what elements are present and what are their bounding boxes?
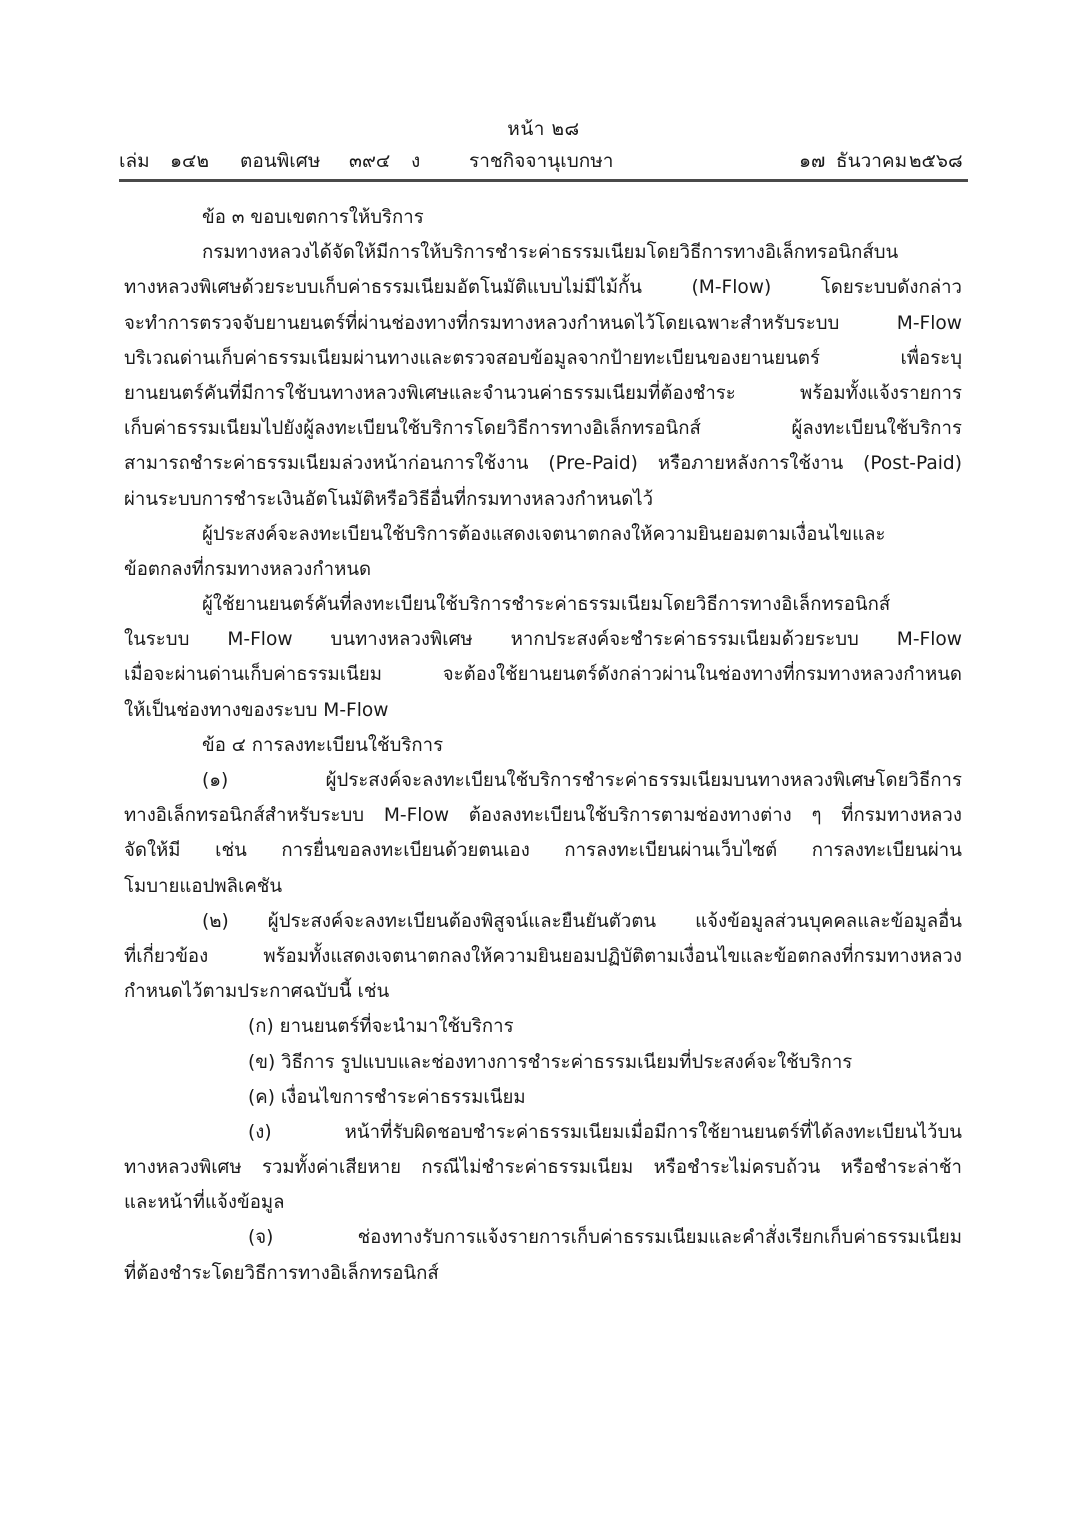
- paragraph-line: บริเวณด่านเก็บค่าธรรมเนียมผ่านทางและตรวจสอบข้อมูลจากป้ายทะเบียนของยานยนตร์ เพื่อระบุ: [124, 347, 962, 369]
- paragraph-line: จะทำการตรวจจับยานยนตร์ที่ผ่านช่องทางที่กรมทางหลวงกำหนดไว้โดยเฉพาะสำหรับระบบ M-Flow: [124, 312, 962, 334]
- paragraph-line: (๑) ผู้ประสงค์จะลงทะเบียนใช้บริการชำระค่าธรรมเนียมบนทางหลวงพิเศษโดยวิธีการ: [202, 770, 962, 791]
- section-label: ตอนพิเศษ: [240, 150, 321, 172]
- header-divider: [119, 179, 968, 182]
- paragraph-line: ทางหลวงพิเศษด้วยระบบเก็บค่าธรรมเนียมอัตโนมัติแบบไม่มีไม้กั้น (M-Flow) โดยระบบดังกล่าว: [124, 277, 962, 299]
- volume-label: เล่ม: [119, 150, 150, 172]
- paragraph-line: ที่ต้องชำระโดยวิธีการทางอิเล็กทรอนิกส์: [124, 1262, 439, 1284]
- paragraph-line: ข้อตกลงที่กรมทางหลวงกำหนด: [124, 558, 372, 580]
- sub-item-line: (ค) เงื่อนไขการชำระค่าธรรมเนียม: [248, 1086, 526, 1108]
- volume-number: ๑๔๒: [170, 150, 209, 172]
- paragraph-line: เก็บค่าธรรมเนียมไปยังผู้ลงทะเบียนใช้บริการโดยวิธีการทางอิเล็กทรอนิกส์ ผู้ลงทะเบียนใช้บริการ: [124, 418, 962, 440]
- paragraph-line: จัดให้มี เช่น การยื่นขอลงทะเบียนด้วยตนเอง การลงทะเบียนผ่านเว็บไซต์ การลงทะเบียนผ่าน: [124, 840, 962, 862]
- clause-3-heading: ข้อ ๓ ขอบเขตการให้บริการ: [202, 207, 424, 228]
- paragraph-line: ยานยนตร์คันที่มีการใช้บนทางหลวงพิเศษและจำนวนค่าธรรมเนียมที่ต้องชำระ พร้อมทั้งแจ้งรายการ: [124, 382, 962, 404]
- sub-item-line: (ข) วิธีการ รูปแบบและช่องทางการชำระค่าธรรมเนียมที่ประสงค์จะใช้บริการ: [248, 1051, 853, 1073]
- paragraph-line: ผู้ประสงค์จะลงทะเบียนใช้บริการต้องแสดงเจตนาตกลงให้ความยินยอมตามเงื่อนไขและ: [202, 523, 886, 545]
- paragraph-line: ผู้ใช้ยานยนตร์คันที่ลงทะเบียนใช้บริการชำระค่าธรรมเนียมโดยวิธีการทางอิเล็กทรอนิกส์: [202, 594, 891, 616]
- gazette-header: [119, 146, 968, 176]
- document-body: [124, 200, 962, 1291]
- paragraph-line: กรมทางหลวงได้จัดให้มีการให้บริการชำระค่าธรรมเนียมโดยวิธีการทางอิเล็กทรอนิกส์บน: [202, 242, 899, 264]
- paragraph-line: ทางอิเล็กทรอนิกส์สำหรับระบบ M-Flow ต้องลงทะเบียนใช้บริการตามช่องทางต่าง ๆ ที่กรมทางหลวง: [124, 805, 962, 827]
- paragraph-line: และหน้าที่แจ้งข้อมูล: [124, 1192, 285, 1214]
- paragraph-line: ผ่านระบบการชำระเงินอัตโนมัติหรือวิธีอื่นที่กรมทางหลวงกำหนดไว้: [124, 488, 654, 510]
- date-day: ๑๗: [799, 150, 826, 172]
- paragraph-line: ให้เป็นช่องทางของระบบ M-Flow: [124, 699, 389, 721]
- paragraph-line: กำหนดไว้ตามประกาศฉบับนี้ เช่น: [124, 981, 390, 1003]
- date-month: ธันวาคม: [836, 150, 908, 172]
- clause-4-heading: ข้อ ๔ การลงทะเบียนใช้บริการ: [202, 734, 444, 756]
- section-letter: ง: [411, 150, 421, 172]
- sub-item-line: (ง) หน้าที่รับผิดชอบชำระค่าธรรมเนียมเมื่อมีการใช้ยานยนตร์ที่ได้ลงทะเบียนไว้บน: [248, 1121, 962, 1143]
- paragraph-line: ในระบบ M-Flow บนทางหลวงพิเศษ หากประสงค์จะชำระค่าธรรมเนียมด้วยระบบ M-Flow: [124, 629, 962, 651]
- paragraph-line: โมบายแอปพลิเคชัน: [124, 875, 283, 897]
- paragraph-line: ที่เกี่ยวข้อง พร้อมทั้งแสดงเจตนาตกลงให้ความยินยอมปฏิบัติตามเงื่อนไขและข้อตกลงที่กรมทางหลวง: [124, 945, 962, 967]
- paragraph-line: เมื่อจะผ่านด่านเก็บค่าธรรมเนียม จะต้องใช้ยานยนตร์ดังกล่าวผ่านในช่องทางที่กรมทางหลวงกำหนด: [124, 664, 962, 686]
- sub-item-line: (จ) ช่องทางรับการแจ้งรายการเก็บค่าธรรมเนียมและคำสั่งเรียกเก็บค่าธรรมเนียม: [248, 1227, 962, 1249]
- sub-item-line: (ก) ยานยนตร์ที่จะนำมาใช้บริการ: [248, 1016, 514, 1038]
- page-number: หน้า ๒๘: [507, 118, 580, 140]
- date-year: ๒๕๖๘: [909, 150, 963, 172]
- section-number: ๓๙๔: [349, 150, 391, 172]
- paragraph-line: ทางหลวงพิเศษ รวมทั้งค่าเสียหาย กรณีไม่ชำระค่าธรรมเนียม หรือชำระไม่ครบถ้วน หรือชำระล่าช้า: [124, 1157, 962, 1179]
- paragraph-line: (๒) ผู้ประสงค์จะลงทะเบียนต้องพิสูจน์และยืนยันตัวตน แจ้งข้อมูลส่วนบุคคลและข้อมูลอื่น: [202, 910, 962, 932]
- paragraph-line: สามารถชำระค่าธรรมเนียมล่วงหน้าก่อนการใช้งาน (Pre-Paid) หรือภายหลังการใช้งาน (Post-Paid): [124, 453, 962, 475]
- gazette-title: ราชกิจจานุเบกษา: [469, 150, 614, 172]
